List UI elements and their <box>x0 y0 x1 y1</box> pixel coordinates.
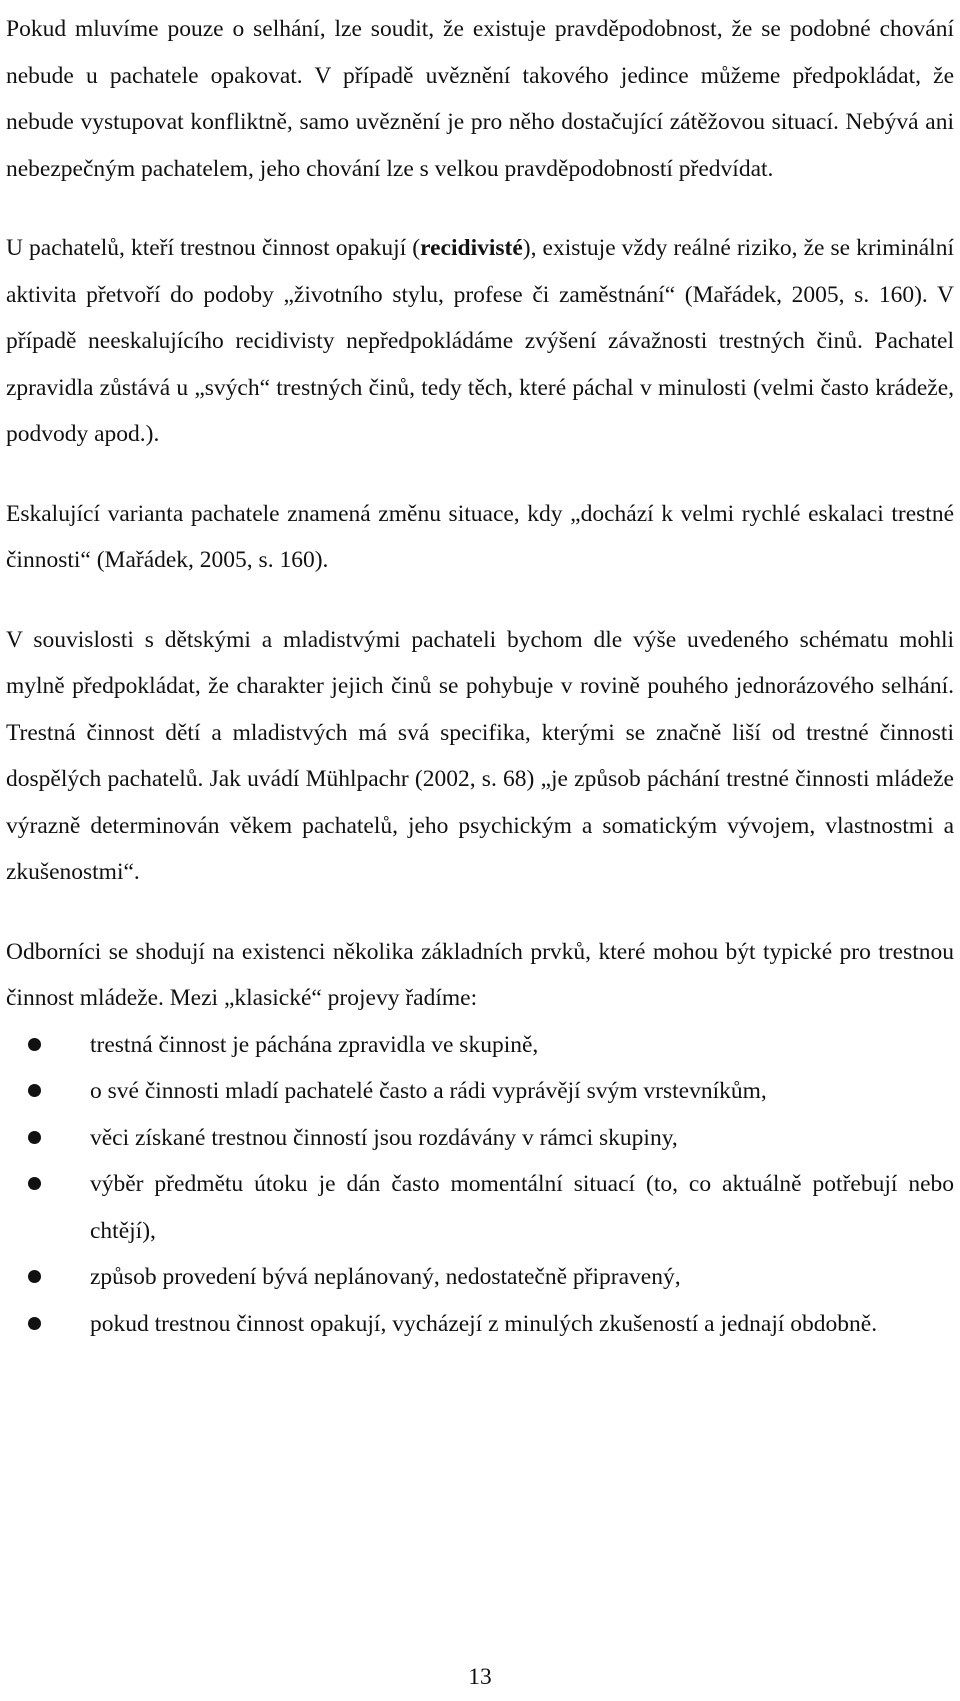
paragraph-eskalujici: Eskalující varianta pachatele znamená změnu situace, kdy „dochází k velmi rychlé eskalaci trestné činnosti“ (Mařádek, 2005, s. 160). <box>6 500 954 573</box>
paragraph-selhani: Pokud mluvíme pouze o selhání, lze soudit, že existuje pravděpodobnost, že se podobné chování nebude u pachatele opakovat. V případě uvěznění takového jedince můžeme předpokládat, že nebude vystupovat konfliktně, samo uvěznění je pro něho dostačující zátěžovou situací. Nebývá ani nebezpečným pachatelem, jeho chování lze s velkou pravděpodobností předvídat. <box>6 16 954 182</box>
page-number: 13 <box>468 1664 492 1690</box>
bullet-icon <box>28 1177 41 1190</box>
paragraph-odbornici: Odborníci se shodují na existenci několika základních prvků, které mohou být typické pro trestnou činnost mládeže. Mezi „klasické“ projevy řadíme: <box>6 938 954 1011</box>
list-item-text: výběr předmětu útoku je dán často momentální situací (to, co aktuálně potřebují nebo chtějí), <box>90 1171 954 1244</box>
list-item-text: pokud trestnou činnost opakují, vycházejí z minulých zkušeností a jednají obdobně. <box>90 1310 878 1337</box>
list-item <box>6 1161 954 1254</box>
list-item <box>6 1022 954 1069</box>
list-item <box>6 1254 954 1301</box>
document-page <box>6 0 954 1347</box>
list-item-text: trestná činnost je páchána zpravidla ve skupině, <box>90 1031 539 1058</box>
list-item-text: věci získané trestnou činností jsou rozdávány v rámci skupiny, <box>90 1124 678 1151</box>
bullet-icon <box>28 1038 41 1051</box>
paragraph-recidiviste <box>6 225 954 458</box>
list-item <box>6 1068 954 1115</box>
list-item-text: o své činnosti mladí pachatelé často a rádi vyprávějí svým vrstevníkům, <box>90 1078 767 1104</box>
paragraph-recidiviste-end: ), existuje vždy reálné riziko, že se kriminální aktivita přetvoří do podoby „životního stylu, profese či zaměstnání“ (Mařádek, 2005, s. 160). V případě neeskalujícího recidivisty nepředpokládáme zvýšení závažnosti trestných činů. Pachatel zpravidla zůstává u „svých“ trestných činů, tedy těch, které páchal v minulosti (velmi často krádeže, podvody apod.). <box>6 235 954 447</box>
bullet-icon <box>28 1270 41 1283</box>
bullet-list <box>6 1022 954 1348</box>
paragraph-mladistvi: V souvislosti s dětskými a mladistvými pachateli bychom dle výše uvedeného schématu mohli mylně předpokládat, že charakter jejich činů se pohybuje v rovině pouhého jednorázového selhání. Trestná činnost dětí a mladistvých má svá specifika, kterými se značně liší od trestné činnosti dospělých pachatelů. Jak uvádí Mühlpachr (2002, s. 68) „je způsob páchání trestné činnosti mládeže výrazně determinován věkem pachatelů, jeho psychickým a somatickým vývojem, vlastnostmi a zkušenostmi“. <box>6 626 954 885</box>
list-item <box>6 1115 954 1162</box>
paragraph-recidiviste-start: U pachatelů, kteří trestnou činnost opakují ( <box>6 235 421 261</box>
bullet-icon <box>28 1131 41 1144</box>
bullet-icon <box>28 1084 41 1097</box>
term-recidiviste: recidivisté <box>420 235 523 261</box>
list-item-text: způsob provedení bývá neplánovaný, nedostatečně připravený, <box>90 1264 681 1290</box>
list-item <box>6 1301 954 1348</box>
bullet-icon <box>28 1317 41 1330</box>
